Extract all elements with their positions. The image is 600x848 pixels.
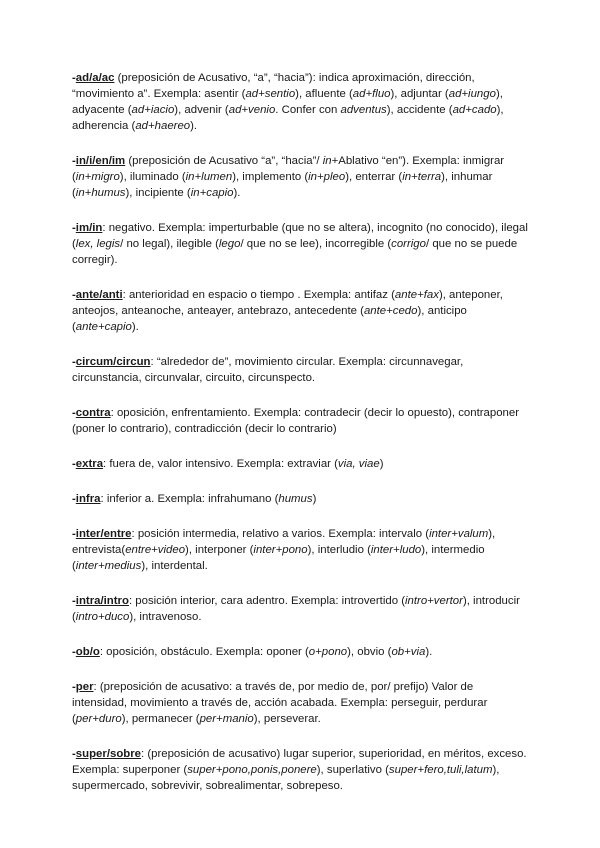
entry-text: ), entrevista( — [72, 528, 496, 556]
latin-etymology: ad+cado — [452, 104, 497, 116]
latin-etymology: inter+pono — [253, 544, 308, 556]
latin-etymology: humus — [278, 493, 313, 505]
latin-etymology: ante+capio — [75, 321, 132, 333]
prefix-entry — [72, 405, 528, 437]
prefix-entry — [72, 70, 528, 134]
latin-etymology: ad+sentio — [245, 88, 296, 100]
prefix-entry — [72, 456, 528, 472]
latin-etymology: ad+venio — [228, 104, 276, 116]
entry-text: ), intermedio ( — [72, 544, 485, 572]
entry-text: ), obvio ( — [347, 646, 392, 658]
latin-etymology: corrigo — [391, 238, 426, 250]
entry-text: ), afluente ( — [295, 88, 353, 100]
prefix-term: ante/anti — [75, 289, 123, 301]
latin-etymology: inter+valum — [429, 528, 489, 540]
entry-text: : fuera de, valor intensivo. Exempla: extraviar ( — [103, 458, 338, 470]
entry-text: ), accidente ( — [386, 104, 453, 116]
entry-text: ), anteponer, anteojos, anteanoche, anteayer, antebrazo, antecedente ( — [72, 289, 503, 317]
latin-etymology: intro+vertor — [405, 595, 463, 607]
prefix-entry — [72, 644, 528, 660]
entry-text: : inferior a. Exempla: infrahumano ( — [100, 493, 279, 505]
latin-etymology: ad+iungo — [448, 88, 496, 100]
entry-text: ). — [131, 321, 139, 333]
entry-text: ), superlativo ( — [316, 764, 389, 776]
prefix-entry — [72, 153, 528, 201]
entry-text: : posición intermedia, relativo a varios. Exempla: intervalo ( — [131, 528, 430, 540]
latin-etymology: in+pleo — [308, 171, 346, 183]
entry-text: : negativo. Exempla: imperturbable (que no se altera), incognito (no conocido), ilegal ( — [72, 222, 528, 250]
entry-text: : “alrededor de”, movimiento circular. Exempla: circunnavegar, circunstancia, circunvalar, circuito, circunspecto. — [72, 356, 464, 384]
entry-heading: -contra — [72, 407, 111, 419]
prefix-term: contra — [75, 407, 111, 419]
entry-text: : posición interior, cara adentro. Exempla: introvertido ( — [128, 595, 405, 607]
prefix-term: in/i/en/im — [75, 155, 126, 167]
latin-etymology: ad+haereo — [135, 120, 191, 132]
entry-text: : oposición, obstáculo. Exempla: oponer ( — [99, 646, 309, 658]
document-page — [72, 70, 528, 813]
entry-text: (preposición de Acusativo, “a”, “hacia”): indica aproximación, dirección, “movimiento a”. Exempla: asentir ( — [72, 72, 475, 100]
entry-text: / que no se lee), incorregible ( — [240, 238, 392, 250]
latin-etymology: inter+medius — [75, 560, 142, 572]
entry-text: ). — [190, 120, 198, 132]
entry-heading: -circum/circun — [72, 356, 151, 368]
entry-text: ), intravenoso. — [129, 611, 202, 623]
entry-text: : anterioridad en espacio o tiempo . Exempla: antifaz ( — [122, 289, 395, 301]
prefix-term: ad/a/ac — [75, 72, 115, 84]
entry-text: ), incipiente ( — [125, 187, 191, 199]
entry-text: ), adyacente ( — [72, 88, 503, 116]
entry-heading: -intra/intro — [72, 595, 129, 607]
entry-heading: -infra — [72, 493, 101, 505]
prefix-term: ob/o — [75, 646, 100, 658]
entry-text: ), interdental. — [141, 560, 208, 572]
entry-text: ), perseverar. — [253, 713, 321, 725]
latin-etymology: per+duro — [75, 713, 122, 725]
prefix-entry — [72, 220, 528, 268]
latin-etymology: in — [322, 155, 332, 167]
latin-etymology: ad+fluo — [352, 88, 391, 100]
latin-etymology: ob+via — [391, 646, 426, 658]
prefix-term: extra — [75, 458, 104, 470]
entry-text: ), implemento ( — [232, 171, 309, 183]
entry-heading: -super/sobre — [72, 748, 141, 760]
prefix-term: inter/entre — [75, 528, 132, 540]
prefix-entry — [72, 526, 528, 574]
latin-etymology: ante+fax — [394, 289, 439, 301]
latin-etymology: super+pono,ponis,ponere — [187, 764, 317, 776]
latin-etymology: ad+iacio — [131, 104, 175, 116]
entry-text: ), iluminado ( — [119, 171, 186, 183]
prefix-term: per — [75, 681, 94, 693]
prefix-term: circum/circun — [75, 356, 151, 368]
latin-etymology: inter+ludo — [370, 544, 422, 556]
entry-text: . Confer con — [275, 104, 341, 116]
entry-text: ), interludio ( — [307, 544, 371, 556]
latin-etymology: in+capio — [190, 187, 234, 199]
entry-text: ) — [312, 493, 317, 505]
latin-etymology: in+terra — [402, 171, 442, 183]
prefix-term: intra/intro — [75, 595, 129, 607]
latin-etymology: o+pono — [308, 646, 348, 658]
entry-text: ). — [425, 646, 433, 658]
prefix-term: super/sobre — [75, 748, 141, 760]
latin-etymology: adventus — [340, 104, 387, 116]
prefix-entry — [72, 287, 528, 335]
latin-etymology: super+fero,tuli,latum — [388, 764, 493, 776]
entry-text: ), enterrar ( — [345, 171, 403, 183]
entry-text: ), anticipo ( — [72, 305, 467, 333]
prefix-entry — [72, 746, 528, 794]
entry-text: / no legal), ilegible ( — [120, 238, 219, 250]
latin-etymology: via, viae — [337, 458, 380, 470]
entry-text: ), advenir ( — [174, 104, 229, 116]
entry-text: ), permanecer ( — [121, 713, 200, 725]
entry-text: ) — [379, 458, 384, 470]
prefix-entry — [72, 679, 528, 727]
entry-text: ), supermercado, sobrevivir, sobrealimentar, sobrepeso. — [72, 764, 500, 792]
prefix-term: infra — [75, 493, 101, 505]
entry-text: ), interponer ( — [185, 544, 254, 556]
entry-heading: -im/in — [72, 222, 103, 234]
entry-text: : (preposición de acusativo) lugar superior, superioridad, en méritos, exceso. Exempla: superponer ( — [72, 748, 527, 776]
entry-text: ), introducir ( — [72, 595, 520, 623]
entry-heading: -per — [72, 681, 94, 693]
latin-etymology: intro+duco — [75, 611, 130, 623]
latin-etymology: ante+cedo — [363, 305, 418, 317]
entry-heading: -ad/a/ac — [72, 72, 115, 84]
latin-etymology: entre+video — [125, 544, 186, 556]
entry-heading: -in/i/en/im — [72, 155, 126, 167]
latin-etymology: in+lumen — [185, 171, 233, 183]
entry-text: ). — [233, 187, 241, 199]
entry-text: ), adherencia ( — [72, 104, 504, 132]
latin-etymology: in+humus — [75, 187, 126, 199]
prefix-entry — [72, 593, 528, 625]
prefix-entry — [72, 491, 528, 507]
entry-text: : oposición, enfrentamiento. Exempla: contradecir (decir lo opuesto), contraponer (poner lo contrario), contradicción (decir lo contrario) — [72, 407, 519, 435]
entry-text: +Ablativo “en”). Exempla: inmigrar ( — [72, 155, 505, 183]
entry-text: (preposición de Acusativo “a”, “hacia”/ — [125, 155, 323, 167]
entry-heading: -extra — [72, 458, 104, 470]
entry-text: : (preposición de acusativo: a través de, por medio de, por/ prefijo) Valor de intensidad, movimiento a través de, acción acabada. Exempla: perseguir, perdurar ( — [72, 681, 488, 725]
entry-text: ), adjuntar ( — [390, 88, 449, 100]
latin-etymology: per+manio — [199, 713, 254, 725]
latin-etymology: lex, legis — [75, 238, 121, 250]
entry-heading: -ob/o — [72, 646, 100, 658]
latin-etymology: in+migro — [75, 171, 120, 183]
entry-text: / que no se puede corregir). — [72, 238, 518, 266]
prefix-entry — [72, 354, 528, 386]
entry-text: ), inhumar ( — [72, 171, 493, 199]
prefix-term: im/in — [75, 222, 103, 234]
entry-heading: -inter/entre — [72, 528, 132, 540]
latin-etymology: lego — [218, 238, 241, 250]
entry-heading: -ante/anti — [72, 289, 123, 301]
